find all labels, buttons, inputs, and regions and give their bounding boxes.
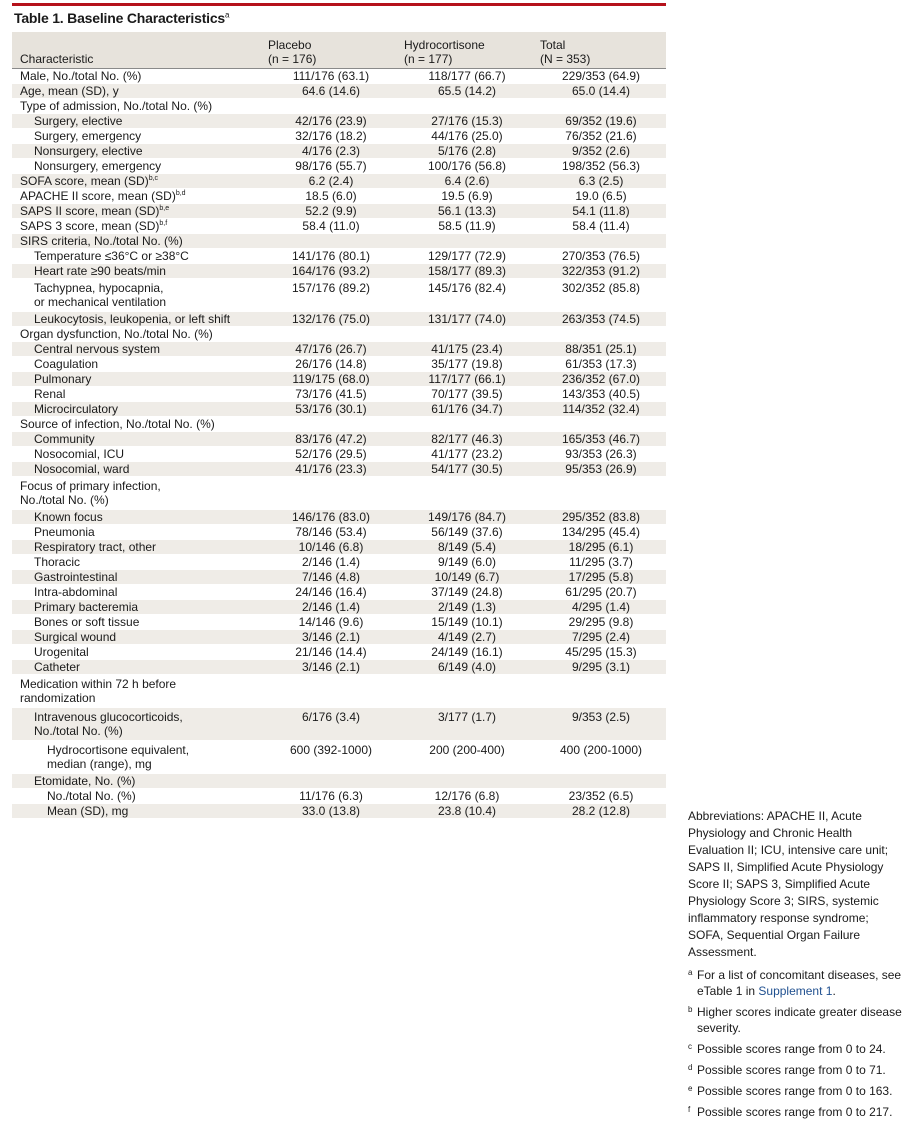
cell-hydrocortisone: 6/149 (4.0) — [398, 660, 536, 675]
cell-hydrocortisone: 129/177 (72.9) — [398, 249, 536, 264]
cell-total: 61/353 (17.3) — [536, 357, 666, 372]
cell-placebo: 3/146 (2.1) — [264, 630, 398, 645]
cell-total: 19.0 (6.5) — [536, 189, 666, 204]
cell-total: 76/352 (21.6) — [536, 129, 666, 144]
cell-total: 322/353 (91.2) — [536, 264, 666, 279]
footnote-e: e Possible scores range from 0 to 163. — [688, 1084, 893, 1098]
table-row — [12, 327, 666, 342]
row-label: Organ dysfunction, No./total No. (%) — [12, 327, 264, 342]
row-label: Respiratory tract, other — [12, 540, 264, 555]
table-row — [12, 540, 666, 555]
cell-hydrocortisone — [398, 234, 536, 249]
cell-placebo: 141/176 (80.1) — [264, 249, 398, 264]
cell-placebo — [264, 774, 398, 789]
table-row — [12, 585, 666, 600]
title-rule — [12, 3, 666, 6]
cell-total — [536, 234, 666, 249]
cell-hydrocortisone — [398, 417, 536, 432]
cell-placebo: 164/176 (93.2) — [264, 264, 398, 279]
row-label: Urogenital — [12, 645, 264, 660]
row-label: Community — [12, 432, 264, 447]
row-label: Bones or soft tissue — [12, 615, 264, 630]
cell-hydrocortisone: 56.1 (13.3) — [398, 204, 536, 219]
row-label: Focus of primary infection, No./total No. (%) — [12, 477, 264, 510]
cell-total: 134/295 (45.4) — [536, 525, 666, 540]
cell-total: 7/295 (2.4) — [536, 630, 666, 645]
row-label: Pneumonia — [12, 525, 264, 540]
row-label: Catheter — [12, 660, 264, 675]
cell-total: 23/352 (6.5) — [536, 789, 666, 804]
cell-hydrocortisone — [398, 675, 536, 708]
cell-hydrocortisone: 10/149 (6.7) — [398, 570, 536, 585]
table-row — [12, 570, 666, 585]
table-row — [12, 789, 666, 804]
table-row — [12, 600, 666, 615]
table-row — [12, 510, 666, 525]
cell-placebo: 119/175 (68.0) — [264, 372, 398, 387]
table-row — [12, 462, 666, 477]
footnote-d: d Possible scores range from 0 to 71. — [688, 1063, 886, 1077]
cell-total: 9/352 (2.6) — [536, 144, 666, 159]
header-hydrocortisone: Hydrocortisone (n = 177) — [398, 32, 536, 69]
cell-total: 11/295 (3.7) — [536, 555, 666, 570]
row-label: Nonsurgery, emergency — [12, 159, 264, 174]
footnote-c: c Possible scores range from 0 to 24. — [688, 1042, 886, 1056]
table-row — [12, 774, 666, 789]
cell-total — [536, 99, 666, 114]
abbreviations-note: Abbreviations: APACHE II, Acute Physiology and Chronic Health Evaluation II; ICU, intensive care unit; SAPS II, Simplified Acute Physiology Score II; SAPS 3, Simplified Acute Physiology Score 3; SIRS, systemic inflammatory response syndrome; SOFA, Sequential Organ Failure Assessment. — [688, 809, 889, 959]
cell-hydrocortisone: 27/176 (15.3) — [398, 114, 536, 129]
cell-total: 143/353 (40.5) — [536, 387, 666, 402]
table-row — [12, 129, 666, 144]
row-label: Age, mean (SD), y — [12, 84, 264, 99]
table-row — [12, 372, 666, 387]
cell-placebo: 3/146 (2.1) — [264, 660, 398, 675]
cell-hydrocortisone: 8/149 (5.4) — [398, 540, 536, 555]
cell-hydrocortisone: 44/176 (25.0) — [398, 129, 536, 144]
cell-placebo: 10/146 (6.8) — [264, 540, 398, 555]
table-row — [12, 342, 666, 357]
cell-placebo: 64.6 (14.6) — [264, 84, 398, 99]
header-total: Total (N = 353) — [536, 32, 666, 69]
row-label: Known focus — [12, 510, 264, 525]
cell-hydrocortisone: 117/177 (66.1) — [398, 372, 536, 387]
row-label: Coagulation — [12, 357, 264, 372]
cell-hydrocortisone — [398, 477, 536, 510]
cell-total: 61/295 (20.7) — [536, 585, 666, 600]
row-label: Gastrointestinal — [12, 570, 264, 585]
cell-total — [536, 417, 666, 432]
cell-hydrocortisone: 24/149 (16.1) — [398, 645, 536, 660]
cell-total: 6.3 (2.5) — [536, 174, 666, 189]
cell-placebo: 14/146 (9.6) — [264, 615, 398, 630]
row-label: Type of admission, No./total No. (%) — [12, 99, 264, 114]
row-label: SIRS criteria, No./total No. (%) — [12, 234, 264, 249]
cell-placebo: 6/176 (3.4) — [264, 708, 398, 741]
footnote-b: b Higher scores indicate greater disease severity. — [688, 1005, 902, 1035]
row-label: Central nervous system — [12, 342, 264, 357]
cell-hydrocortisone: 65.5 (14.2) — [398, 84, 536, 99]
cell-placebo: 18.5 (6.0) — [264, 189, 398, 204]
table-row — [12, 69, 666, 84]
cell-total: 114/352 (32.4) — [536, 402, 666, 417]
row-label: SAPS II score, mean (SD)$^{b,e}$ — [12, 204, 264, 219]
cell-total: 4/295 (1.4) — [536, 600, 666, 615]
row-label: Mean (SD), mg — [12, 804, 264, 819]
cell-hydrocortisone: 37/149 (24.8) — [398, 585, 536, 600]
table-row — [12, 357, 666, 372]
cell-placebo: 111/176 (63.1) — [264, 69, 398, 84]
cell-placebo — [264, 99, 398, 114]
table-row — [12, 174, 666, 189]
table-row — [12, 477, 666, 510]
cell-hydrocortisone: 100/176 (56.8) — [398, 159, 536, 174]
cell-placebo: 52/176 (29.5) — [264, 447, 398, 462]
cell-total: 93/353 (26.3) — [536, 447, 666, 462]
cell-hydrocortisone: 149/176 (84.7) — [398, 510, 536, 525]
cell-total: 295/352 (83.8) — [536, 510, 666, 525]
row-label: No./total No. (%) — [12, 789, 264, 804]
footnote-a: a For a list of concomitant diseases, see eTable 1 in Supplement 1. — [688, 968, 902, 998]
table-row — [12, 204, 666, 219]
table-header-row — [12, 32, 666, 69]
table-row — [12, 99, 666, 114]
cell-total: 236/352 (67.0) — [536, 372, 666, 387]
cell-total: 198/352 (56.3) — [536, 159, 666, 174]
cell-placebo: 24/146 (16.4) — [264, 585, 398, 600]
row-label: Surgery, elective — [12, 114, 264, 129]
table-row — [12, 525, 666, 540]
table-row — [12, 402, 666, 417]
cell-total: 28.2 (12.8) — [536, 804, 666, 819]
cell-placebo: 41/176 (23.3) — [264, 462, 398, 477]
cell-placebo: 7/146 (4.8) — [264, 570, 398, 585]
cell-hydrocortisone: 54/177 (30.5) — [398, 462, 536, 477]
cell-placebo: 4/176 (2.3) — [264, 144, 398, 159]
row-label: Heart rate ≥90 beats/min — [12, 264, 264, 279]
row-label: SOFA score, mean (SD)$^{b,c}$ — [12, 174, 264, 189]
cell-hydrocortisone — [398, 327, 536, 342]
cell-placebo — [264, 327, 398, 342]
cell-placebo: 11/176 (6.3) — [264, 789, 398, 804]
table-row — [12, 249, 666, 264]
supplement-link[interactable]: Supplement 1 — [758, 984, 833, 998]
cell-placebo: 53/176 (30.1) — [264, 402, 398, 417]
row-label: Nonsurgery, elective — [12, 144, 264, 159]
cell-placebo: 83/176 (47.2) — [264, 432, 398, 447]
row-label: Intra-abdominal — [12, 585, 264, 600]
row-label: Primary bacteremia — [12, 600, 264, 615]
cell-hydrocortisone: 61/176 (34.7) — [398, 402, 536, 417]
cell-total: 270/353 (76.5) — [536, 249, 666, 264]
cell-hydrocortisone: 12/176 (6.8) — [398, 789, 536, 804]
table-row — [12, 279, 666, 312]
table-row — [12, 144, 666, 159]
cell-total: 69/352 (19.6) — [536, 114, 666, 129]
table-row — [12, 555, 666, 570]
table-row — [12, 219, 666, 234]
cell-placebo: 157/176 (89.2) — [264, 279, 398, 312]
row-label: Nosocomial, ICU — [12, 447, 264, 462]
cell-total: 54.1 (11.8) — [536, 204, 666, 219]
cell-total: 18/295 (6.1) — [536, 540, 666, 555]
row-label: Temperature ≤36°C or ≥38°C — [12, 249, 264, 264]
cell-placebo: 47/176 (26.7) — [264, 342, 398, 357]
row-label: Microcirculatory — [12, 402, 264, 417]
table-notes — [688, 808, 903, 1125]
row-label: APACHE II score, mean (SD)$^{b,d}$ — [12, 189, 264, 204]
cell-hydrocortisone: 35/177 (19.8) — [398, 357, 536, 372]
row-label: Tachypnea, hypocapnia, or mechanical ventilation — [12, 279, 264, 312]
cell-total: 65.0 (14.4) — [536, 84, 666, 99]
cell-total: 29/295 (9.8) — [536, 615, 666, 630]
row-label: Nosocomial, ward — [12, 462, 264, 477]
cell-total: 58.4 (11.4) — [536, 219, 666, 234]
cell-total: 302/352 (85.8) — [536, 279, 666, 312]
cell-placebo: 2/146 (1.4) — [264, 555, 398, 570]
row-label: Male, No./total No. (%) — [12, 69, 264, 84]
cell-hydrocortisone: 6.4 (2.6) — [398, 174, 536, 189]
cell-total: 9/353 (2.5) — [536, 708, 666, 741]
cell-placebo: 600 (392-1000) — [264, 741, 398, 774]
table-row — [12, 264, 666, 279]
cell-hydrocortisone: 5/176 (2.8) — [398, 144, 536, 159]
cell-hydrocortisone: 145/176 (82.4) — [398, 279, 536, 312]
table-body — [12, 69, 666, 819]
cell-hydrocortisone: 118/177 (66.7) — [398, 69, 536, 84]
row-label: Surgery, emergency — [12, 129, 264, 144]
cell-hydrocortisone: 58.5 (11.9) — [398, 219, 536, 234]
cell-total — [536, 774, 666, 789]
cell-total: 45/295 (15.3) — [536, 645, 666, 660]
cell-hydrocortisone: 2/149 (1.3) — [398, 600, 536, 615]
table-row — [12, 114, 666, 129]
cell-total: 9/295 (3.1) — [536, 660, 666, 675]
cell-placebo — [264, 477, 398, 510]
table-row — [12, 387, 666, 402]
cell-total — [536, 675, 666, 708]
footnote-f: f Possible scores range from 0 to 217. — [688, 1105, 893, 1119]
header-characteristic: Characteristic — [12, 32, 264, 69]
cell-placebo: 2/146 (1.4) — [264, 600, 398, 615]
row-label: Intravenous glucocorticoids, No./total No. (%) — [12, 708, 264, 741]
cell-hydrocortisone: 4/149 (2.7) — [398, 630, 536, 645]
cell-total: 17/295 (5.8) — [536, 570, 666, 585]
cell-placebo — [264, 234, 398, 249]
baseline-table — [12, 32, 666, 819]
cell-hydrocortisone: 23.8 (10.4) — [398, 804, 536, 819]
cell-placebo: 146/176 (83.0) — [264, 510, 398, 525]
table-row — [12, 417, 666, 432]
cell-hydrocortisone: 15/149 (10.1) — [398, 615, 536, 630]
row-label: SAPS 3 score, mean (SD)$^{b,f}$ — [12, 219, 264, 234]
cell-hydrocortisone: 131/177 (74.0) — [398, 312, 536, 327]
row-label: Surgical wound — [12, 630, 264, 645]
cell-placebo: 73/176 (41.5) — [264, 387, 398, 402]
cell-total: 263/353 (74.5) — [536, 312, 666, 327]
table-row — [12, 159, 666, 174]
header-placebo: Placebo (n = 176) — [264, 32, 398, 69]
cell-total: 88/351 (25.1) — [536, 342, 666, 357]
table-row — [12, 447, 666, 462]
cell-total — [536, 327, 666, 342]
table-row — [12, 675, 666, 708]
table-row — [12, 804, 666, 819]
cell-total: 229/353 (64.9) — [536, 69, 666, 84]
table-row — [12, 615, 666, 630]
footnotes — [688, 967, 903, 1120]
row-label: Pulmonary — [12, 372, 264, 387]
row-label: Hydrocortisone equivalent, median (range), mg — [12, 741, 264, 774]
cell-hydrocortisone: 41/175 (23.4) — [398, 342, 536, 357]
cell-placebo: 78/146 (53.4) — [264, 525, 398, 540]
cell-hydrocortisone: 70/177 (39.5) — [398, 387, 536, 402]
cell-placebo: 58.4 (11.0) — [264, 219, 398, 234]
cell-hydrocortisone: 200 (200-400) — [398, 741, 536, 774]
table-row — [12, 708, 666, 741]
cell-hydrocortisone: 158/177 (89.3) — [398, 264, 536, 279]
cell-total — [536, 477, 666, 510]
table-row — [12, 432, 666, 447]
cell-total: 95/353 (26.9) — [536, 462, 666, 477]
cell-placebo: 98/176 (55.7) — [264, 159, 398, 174]
row-label: Medication within 72 h before randomization — [12, 675, 264, 708]
table-row — [12, 630, 666, 645]
cell-total: 400 (200-1000) — [536, 741, 666, 774]
cell-placebo: 26/176 (14.8) — [264, 357, 398, 372]
table-row — [12, 660, 666, 675]
cell-hydrocortisone — [398, 774, 536, 789]
cell-hydrocortisone: 82/177 (46.3) — [398, 432, 536, 447]
table-row — [12, 189, 666, 204]
cell-placebo: 6.2 (2.4) — [264, 174, 398, 189]
table-row — [12, 645, 666, 660]
table-title: Table 1. Baseline Characteristics$^a$ — [14, 10, 230, 26]
cell-placebo — [264, 417, 398, 432]
cell-hydrocortisone: 9/149 (6.0) — [398, 555, 536, 570]
cell-hydrocortisone: 56/149 (37.6) — [398, 525, 536, 540]
row-label: Etomidate, No. (%) — [12, 774, 264, 789]
row-label: Leukocytosis, leukopenia, or left shift — [12, 312, 264, 327]
cell-placebo: 32/176 (18.2) — [264, 129, 398, 144]
cell-hydrocortisone: 3/177 (1.7) — [398, 708, 536, 741]
row-label: Renal — [12, 387, 264, 402]
cell-placebo: 52.2 (9.9) — [264, 204, 398, 219]
cell-hydrocortisone: 41/177 (23.2) — [398, 447, 536, 462]
row-label: Source of infection, No./total No. (%) — [12, 417, 264, 432]
cell-placebo: 33.0 (13.8) — [264, 804, 398, 819]
cell-hydrocortisone: 19.5 (6.9) — [398, 189, 536, 204]
table-row — [12, 234, 666, 249]
cell-placebo: 42/176 (23.9) — [264, 114, 398, 129]
table-row — [12, 84, 666, 99]
cell-total: 165/353 (46.7) — [536, 432, 666, 447]
row-label: Thoracic — [12, 555, 264, 570]
cell-placebo — [264, 675, 398, 708]
table-row — [12, 312, 666, 327]
cell-placebo: 21/146 (14.4) — [264, 645, 398, 660]
cell-hydrocortisone — [398, 99, 536, 114]
cell-placebo: 132/176 (75.0) — [264, 312, 398, 327]
table-row — [12, 741, 666, 774]
